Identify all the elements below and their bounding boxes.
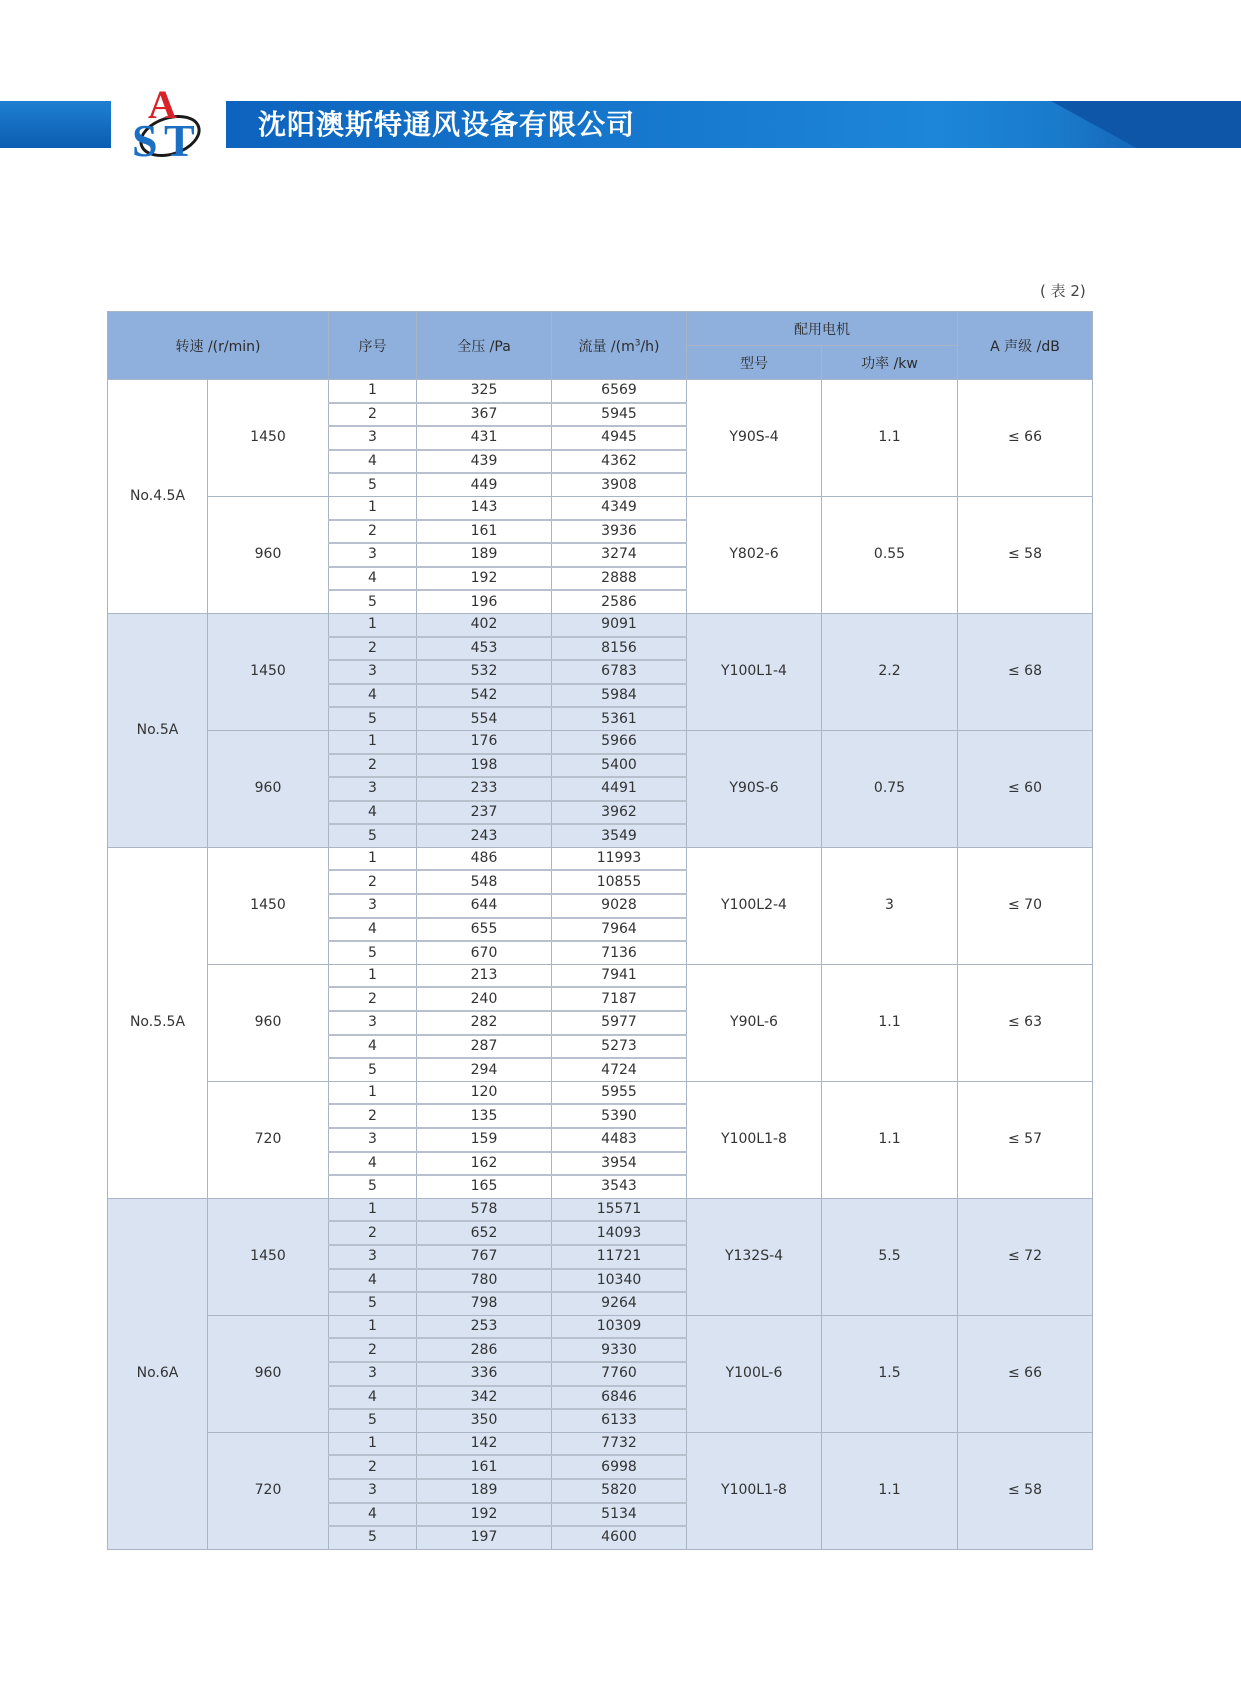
seq-cell: 1 <box>329 847 417 870</box>
flow-cell: 7760 <box>552 1362 687 1386</box>
table-row <box>108 1081 1093 1104</box>
pressure-cell: 367 <box>417 403 552 427</box>
table-row <box>108 496 1093 519</box>
seq-cell: 4 <box>329 1503 417 1527</box>
seq-cell: 4 <box>329 684 417 708</box>
pressure-cell: 350 <box>417 1409 552 1432</box>
flow-cell: 7964 <box>552 918 687 942</box>
pressure-cell: 192 <box>417 1503 552 1527</box>
speed-cell: 960 <box>208 964 329 1081</box>
seq-cell: 3 <box>329 894 417 918</box>
svg-text:A: A <box>148 82 177 127</box>
motor-model-cell: Y802-6 <box>687 496 822 613</box>
fan-model-cell: No.5A <box>108 613 208 847</box>
seq-cell: 4 <box>329 1152 417 1176</box>
pressure-cell: 342 <box>417 1386 552 1410</box>
table-row <box>108 1315 1093 1338</box>
pressure-cell: 282 <box>417 1011 552 1035</box>
seq-cell: 2 <box>329 1104 417 1128</box>
table-row <box>108 964 1093 987</box>
flow-cell: 3274 <box>552 543 687 567</box>
seq-cell: 5 <box>329 1526 417 1549</box>
motor-model-cell: Y90S-4 <box>687 380 822 497</box>
speed-cell: 960 <box>208 1315 329 1432</box>
pressure-cell: 486 <box>417 847 552 870</box>
pressure-cell: 240 <box>417 987 552 1011</box>
flow-cell: 3543 <box>552 1175 687 1198</box>
motor-model-cell: Y100L1-4 <box>687 613 822 730</box>
pressure-cell: 243 <box>417 824 552 847</box>
seq-cell: 4 <box>329 567 417 591</box>
pressure-cell: 336 <box>417 1362 552 1386</box>
flow-cell: 9330 <box>552 1338 687 1362</box>
header-flow-suffix: /h) <box>640 338 660 355</box>
pressure-cell: 670 <box>417 941 552 964</box>
fan-model-group <box>108 847 1093 1198</box>
seq-cell: 2 <box>329 520 417 544</box>
noise-cell: ≤ 72 <box>958 1198 1093 1315</box>
noise-cell: ≤ 58 <box>958 1432 1093 1549</box>
seq-cell: 1 <box>329 496 417 519</box>
motor-power-cell: 0.55 <box>822 496 958 613</box>
flow-cell: 11993 <box>552 847 687 870</box>
seq-cell: 3 <box>329 1128 417 1152</box>
motor-model-cell: Y100L1-8 <box>687 1081 822 1198</box>
speed-cell: 1450 <box>208 847 329 964</box>
seq-cell: 5 <box>329 941 417 964</box>
fan-model-group <box>108 613 1093 847</box>
flow-cell: 4724 <box>552 1058 687 1081</box>
pressure-cell: 192 <box>417 567 552 591</box>
seq-cell: 2 <box>329 754 417 778</box>
header-seq: 序号 <box>329 312 417 380</box>
pressure-cell: 554 <box>417 707 552 730</box>
seq-cell: 5 <box>329 473 417 496</box>
seq-cell: 3 <box>329 426 417 450</box>
header-speed: 转速 /(r/min) <box>108 312 329 380</box>
pressure-cell: 287 <box>417 1035 552 1059</box>
header-flow-sup: 3 <box>634 337 641 348</box>
pressure-cell: 189 <box>417 543 552 567</box>
flow-cell: 5134 <box>552 1503 687 1527</box>
flow-cell: 7732 <box>552 1432 687 1455</box>
motor-power-cell: 1.1 <box>822 964 958 1081</box>
pressure-cell: 644 <box>417 894 552 918</box>
flow-cell: 5361 <box>552 707 687 730</box>
pressure-cell: 196 <box>417 590 552 613</box>
flow-cell: 4362 <box>552 450 687 474</box>
flow-cell: 6998 <box>552 1455 687 1479</box>
pressure-cell: 135 <box>417 1104 552 1128</box>
seq-cell: 5 <box>329 590 417 613</box>
motor-power-cell: 5.5 <box>822 1198 958 1315</box>
pressure-cell: 162 <box>417 1152 552 1176</box>
seq-cell: 4 <box>329 801 417 825</box>
pressure-cell: 578 <box>417 1198 552 1221</box>
table-row <box>108 730 1093 753</box>
pressure-cell: 233 <box>417 777 552 801</box>
pressure-cell: 176 <box>417 730 552 753</box>
pressure-cell: 197 <box>417 1526 552 1549</box>
speed-cell: 1450 <box>208 613 329 730</box>
seq-cell: 5 <box>329 1409 417 1432</box>
flow-cell: 5400 <box>552 754 687 778</box>
pressure-cell: 142 <box>417 1432 552 1455</box>
motor-power-cell: 2.2 <box>822 613 958 730</box>
seq-cell: 5 <box>329 707 417 730</box>
fan-model-group <box>108 1198 1093 1549</box>
noise-cell: ≤ 66 <box>958 380 1093 497</box>
flow-cell: 15571 <box>552 1198 687 1221</box>
pressure-cell: 439 <box>417 450 552 474</box>
flow-cell: 3954 <box>552 1152 687 1176</box>
header-pressure: 全压 /Pa <box>417 312 552 380</box>
motor-model-cell: Y100L2-4 <box>687 847 822 964</box>
motor-model-cell: Y90L-6 <box>687 964 822 1081</box>
flow-cell: 9091 <box>552 613 687 636</box>
flow-cell: 8156 <box>552 637 687 661</box>
fan-model-group <box>108 380 1093 614</box>
seq-cell: 3 <box>329 777 417 801</box>
seq-cell: 5 <box>329 824 417 847</box>
svg-text:T: T <box>164 115 195 164</box>
flow-cell: 10855 <box>552 870 687 894</box>
motor-model-cell: Y100L-6 <box>687 1315 822 1432</box>
pressure-cell: 402 <box>417 613 552 636</box>
motor-power-cell: 3 <box>822 847 958 964</box>
motor-model-cell: Y132S-4 <box>687 1198 822 1315</box>
seq-cell: 5 <box>329 1058 417 1081</box>
table-row <box>108 380 1093 403</box>
flow-cell: 4491 <box>552 777 687 801</box>
flow-cell: 5945 <box>552 403 687 427</box>
flow-cell: 6569 <box>552 380 687 403</box>
fan-model-cell: No.4.5A <box>108 380 208 614</box>
motor-power-cell: 1.1 <box>822 380 958 497</box>
seq-cell: 1 <box>329 613 417 636</box>
pressure-cell: 213 <box>417 964 552 987</box>
flow-cell: 5273 <box>552 1035 687 1059</box>
seq-cell: 1 <box>329 964 417 987</box>
seq-cell: 3 <box>329 1011 417 1035</box>
table-row <box>108 847 1093 870</box>
pressure-cell: 143 <box>417 496 552 519</box>
pressure-cell: 767 <box>417 1245 552 1269</box>
flow-cell: 7136 <box>552 941 687 964</box>
seq-cell: 1 <box>329 730 417 753</box>
seq-cell: 3 <box>329 1245 417 1269</box>
seq-cell: 1 <box>329 1315 417 1338</box>
flow-cell: 10309 <box>552 1315 687 1338</box>
header-flow-prefix: 流量 /(m <box>578 338 635 355</box>
seq-cell: 2 <box>329 870 417 894</box>
header-motor: 配用电机 <box>687 312 958 346</box>
seq-cell: 2 <box>329 637 417 661</box>
seq-cell: 1 <box>329 1081 417 1104</box>
flow-cell: 6846 <box>552 1386 687 1410</box>
pressure-cell: 237 <box>417 801 552 825</box>
pressure-cell: 780 <box>417 1269 552 1293</box>
pressure-cell: 161 <box>417 1455 552 1479</box>
seq-cell: 5 <box>329 1175 417 1198</box>
company-logo <box>130 78 210 164</box>
motor-model-cell: Y90S-6 <box>687 730 822 847</box>
flow-cell: 6783 <box>552 660 687 684</box>
seq-cell: 4 <box>329 1386 417 1410</box>
pressure-cell: 189 <box>417 1479 552 1503</box>
pressure-cell: 120 <box>417 1081 552 1104</box>
flow-cell: 5955 <box>552 1081 687 1104</box>
flow-cell: 5984 <box>552 684 687 708</box>
pressure-cell: 161 <box>417 520 552 544</box>
flow-cell: 2586 <box>552 590 687 613</box>
pressure-cell: 294 <box>417 1058 552 1081</box>
flow-cell: 4945 <box>552 426 687 450</box>
seq-cell: 1 <box>329 380 417 403</box>
motor-power-cell: 1.1 <box>822 1081 958 1198</box>
flow-cell: 5820 <box>552 1479 687 1503</box>
table-row <box>108 1198 1093 1221</box>
seq-cell: 4 <box>329 918 417 942</box>
motor-power-cell: 1.5 <box>822 1315 958 1432</box>
flow-cell: 3908 <box>552 473 687 496</box>
speed-cell: 960 <box>208 496 329 613</box>
speed-cell: 960 <box>208 730 329 847</box>
flow-cell: 5390 <box>552 1104 687 1128</box>
flow-cell: 6133 <box>552 1409 687 1432</box>
flow-cell: 2888 <box>552 567 687 591</box>
header-power: 功率 /kw <box>822 346 958 380</box>
header-band-stripe <box>1051 101 1241 148</box>
seq-cell: 2 <box>329 1455 417 1479</box>
pressure-cell: 159 <box>417 1128 552 1152</box>
seq-cell: 1 <box>329 1198 417 1221</box>
seq-cell: 3 <box>329 1479 417 1503</box>
motor-power-cell: 1.1 <box>822 1432 958 1549</box>
pressure-cell: 431 <box>417 426 552 450</box>
noise-cell: ≤ 57 <box>958 1081 1093 1198</box>
seq-cell: 2 <box>329 1338 417 1362</box>
flow-cell: 4483 <box>552 1128 687 1152</box>
noise-cell: ≤ 58 <box>958 496 1093 613</box>
header-band-left <box>0 101 111 148</box>
pressure-cell: 253 <box>417 1315 552 1338</box>
pressure-cell: 548 <box>417 870 552 894</box>
fan-performance-table <box>107 311 1093 1550</box>
seq-cell: 4 <box>329 450 417 474</box>
noise-cell: ≤ 60 <box>958 730 1093 847</box>
table-number: ( 表 2) <box>1040 282 1086 300</box>
noise-cell: ≤ 63 <box>958 964 1093 1081</box>
flow-cell: 5966 <box>552 730 687 753</box>
pressure-cell: 453 <box>417 637 552 661</box>
flow-cell: 5977 <box>552 1011 687 1035</box>
seq-cell: 3 <box>329 1362 417 1386</box>
flow-cell: 3936 <box>552 520 687 544</box>
motor-power-cell: 0.75 <box>822 730 958 847</box>
pressure-cell: 652 <box>417 1221 552 1245</box>
table-row <box>108 1432 1093 1455</box>
fan-model-cell: No.5.5A <box>108 847 208 1198</box>
seq-cell: 3 <box>329 543 417 567</box>
flow-cell: 14093 <box>552 1221 687 1245</box>
speed-cell: 720 <box>208 1081 329 1198</box>
seq-cell: 2 <box>329 987 417 1011</box>
table-row <box>108 613 1093 636</box>
svg-text:S: S <box>132 115 158 164</box>
pressure-cell: 198 <box>417 754 552 778</box>
noise-cell: ≤ 66 <box>958 1315 1093 1432</box>
seq-cell: 1 <box>329 1432 417 1455</box>
seq-cell: 5 <box>329 1292 417 1315</box>
pressure-cell: 286 <box>417 1338 552 1362</box>
pressure-cell: 542 <box>417 684 552 708</box>
flow-cell: 10340 <box>552 1269 687 1293</box>
noise-cell: ≤ 68 <box>958 613 1093 730</box>
pressure-cell: 798 <box>417 1292 552 1315</box>
seq-cell: 4 <box>329 1035 417 1059</box>
pressure-cell: 165 <box>417 1175 552 1198</box>
pressure-cell: 449 <box>417 473 552 496</box>
flow-cell: 9264 <box>552 1292 687 1315</box>
flow-cell: 4600 <box>552 1526 687 1549</box>
seq-cell: 4 <box>329 1269 417 1293</box>
header-noise: A 声级 /dB <box>958 312 1093 380</box>
speed-cell: 720 <box>208 1432 329 1549</box>
company-name: 沈阳澳斯特通风设备有限公司 <box>258 108 636 141</box>
pressure-cell: 532 <box>417 660 552 684</box>
motor-model-cell: Y100L1-8 <box>687 1432 822 1549</box>
flow-cell: 11721 <box>552 1245 687 1269</box>
seq-cell: 2 <box>329 1221 417 1245</box>
header-flow <box>552 312 687 380</box>
header-model: 型号 <box>687 346 822 380</box>
seq-cell: 3 <box>329 660 417 684</box>
pressure-cell: 325 <box>417 380 552 403</box>
flow-cell: 4349 <box>552 496 687 519</box>
speed-cell: 1450 <box>208 1198 329 1315</box>
noise-cell: ≤ 70 <box>958 847 1093 964</box>
fan-model-cell: No.6A <box>108 1198 208 1549</box>
flow-cell: 3962 <box>552 801 687 825</box>
flow-cell: 7941 <box>552 964 687 987</box>
flow-cell: 7187 <box>552 987 687 1011</box>
pressure-cell: 655 <box>417 918 552 942</box>
seq-cell: 2 <box>329 403 417 427</box>
flow-cell: 3549 <box>552 824 687 847</box>
speed-cell: 1450 <box>208 380 329 497</box>
flow-cell: 9028 <box>552 894 687 918</box>
